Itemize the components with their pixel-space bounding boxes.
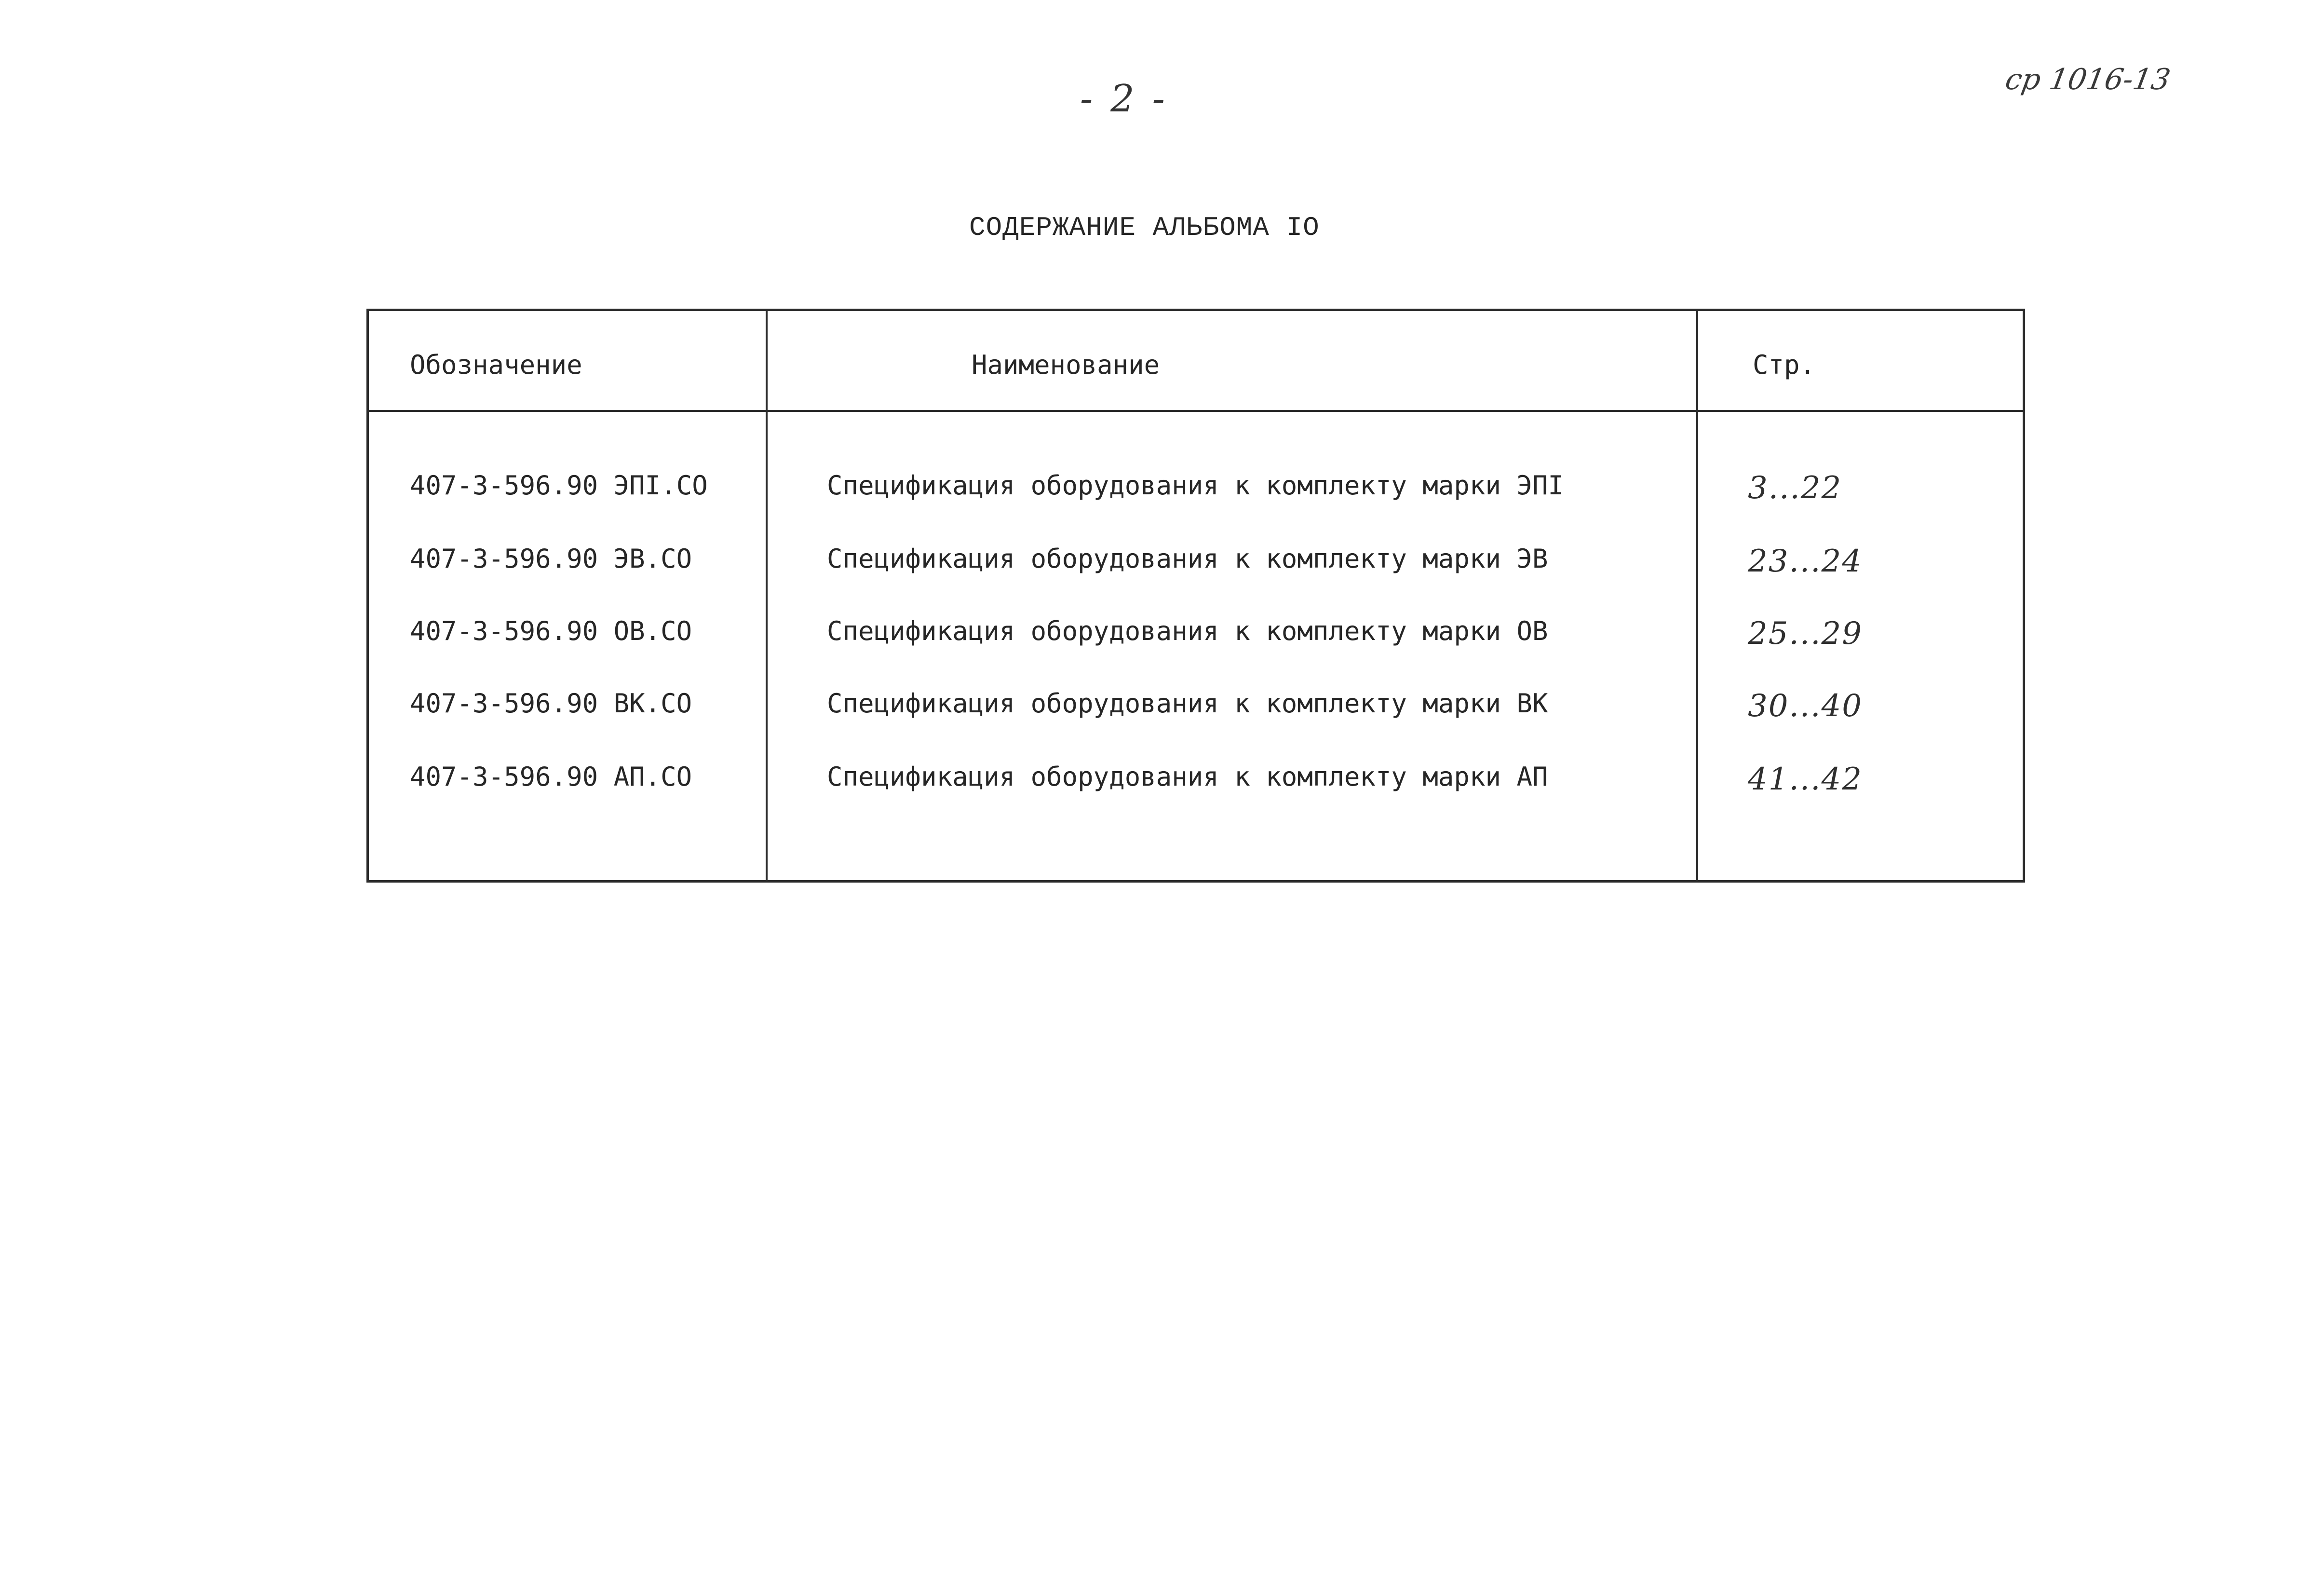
row-designation: 407-3-596.90 ЭВ.CO xyxy=(410,544,692,574)
row-name: Спецификация оборудования к комплекту марки АП xyxy=(827,762,1548,792)
table-row xyxy=(369,616,2023,688)
row-pages: 25...29 xyxy=(1748,616,1863,652)
column-header-page: Стр. xyxy=(1753,350,1816,380)
row-pages: 23...24 xyxy=(1748,544,1863,579)
column-header-designation: Обозначение xyxy=(410,350,582,380)
table-row xyxy=(369,544,2023,616)
table-row xyxy=(369,762,2023,834)
row-designation: 407-3-596.90 ОВ.CO xyxy=(410,616,692,646)
page-number: - 2 - xyxy=(1080,77,1168,121)
table-row xyxy=(369,688,2023,761)
row-designation: 407-3-596.90 ЭПI.CO xyxy=(410,470,708,501)
contents-table xyxy=(366,309,2025,883)
document-title: СОДЕРЖАНИЕ АЛЬБОМА IO xyxy=(969,212,1320,243)
row-pages: 41...42 xyxy=(1748,762,1863,797)
row-name: Спецификация оборудования к комплекту марки ЭВ xyxy=(827,544,1548,574)
row-pages: 30...40 xyxy=(1748,688,1863,724)
row-designation: 407-3-596.90 ВК.CO xyxy=(410,688,692,719)
column-header-name: Наименование xyxy=(972,350,1160,380)
row-name: Спецификация оборудования к комплекту марки ОВ xyxy=(827,616,1548,646)
row-name: Спецификация оборудования к комплекту марки ВК xyxy=(827,688,1548,719)
row-name: Спецификация оборудования к комплекту марки ЭПI xyxy=(827,470,1564,501)
row-designation: 407-3-596.90 АП.CO xyxy=(410,762,692,792)
header-divider xyxy=(369,410,2023,412)
row-pages: 3...22 xyxy=(1748,470,1842,506)
table-row xyxy=(369,470,2023,543)
archive-stamp: ср 1016-13 xyxy=(2002,63,2173,96)
